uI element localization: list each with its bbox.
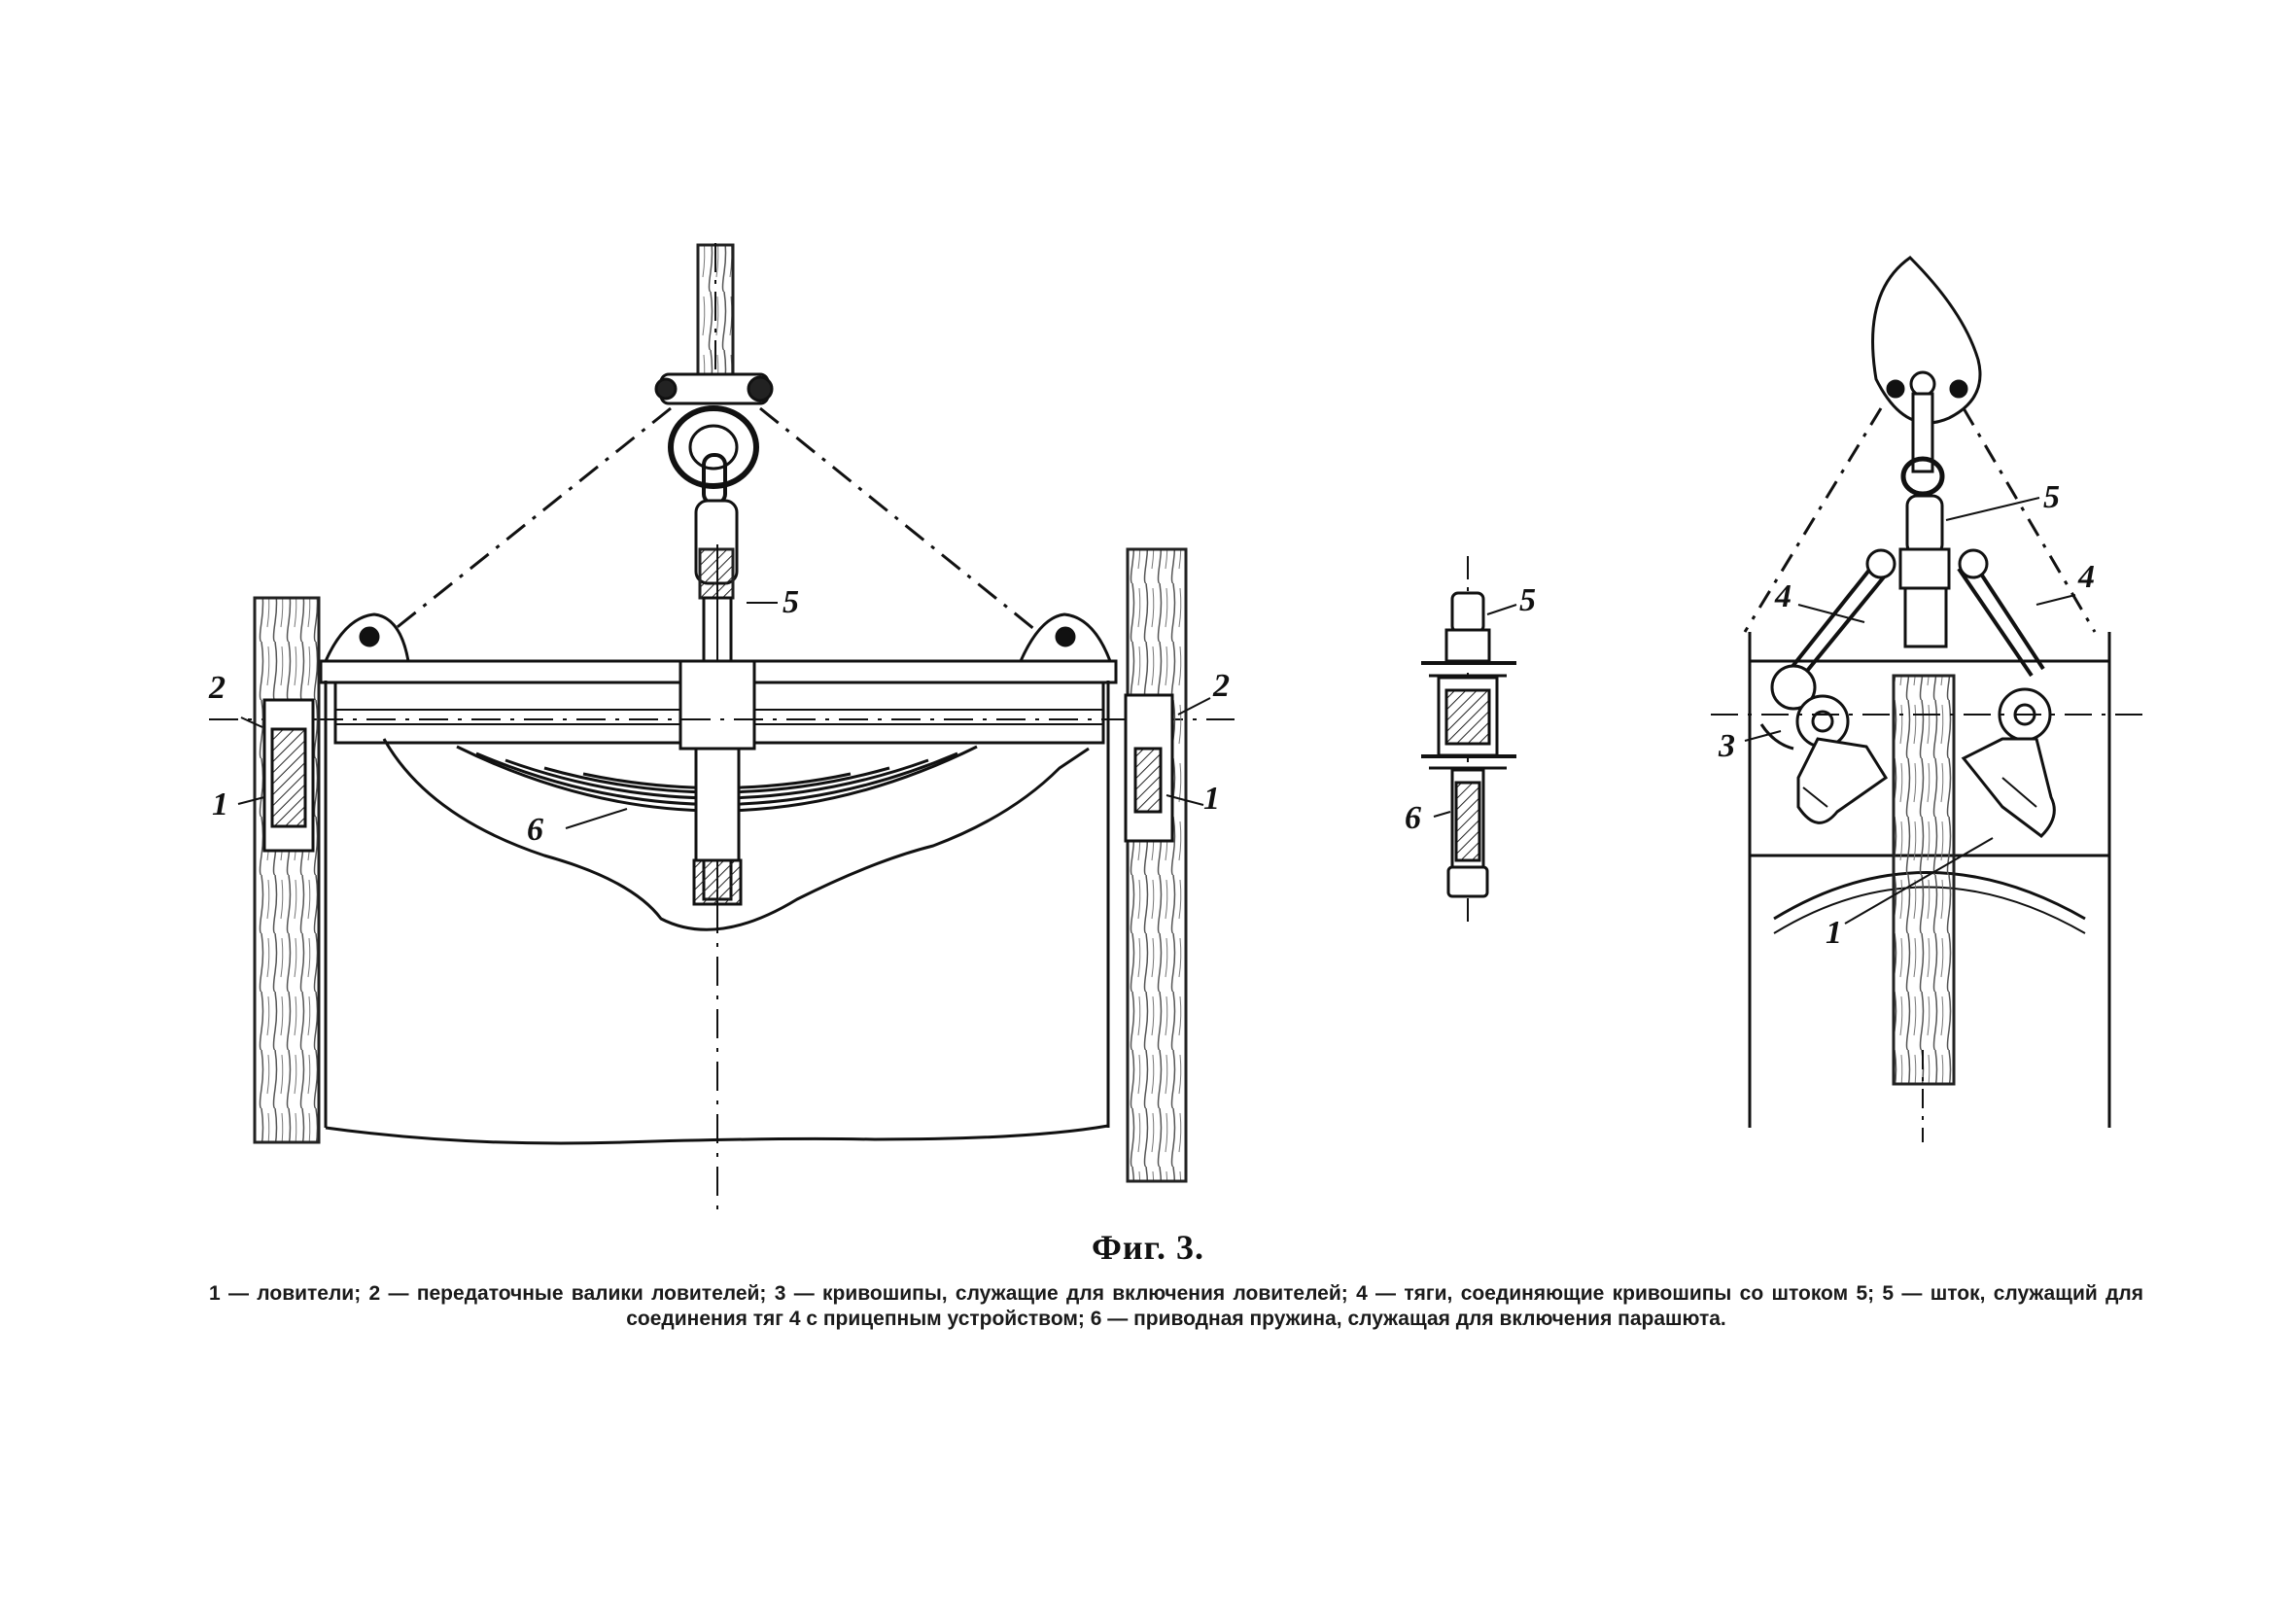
label-2-left: 2 [209, 670, 226, 706]
label-4-right-rod: 4 [2078, 559, 2095, 595]
label-5-middle: 5 [1519, 582, 1536, 618]
label-3-crank: 3 [1719, 728, 1735, 764]
crank-left [1761, 666, 1886, 822]
chain-link [704, 455, 725, 504]
front-view [209, 243, 1235, 1210]
guide-right [1126, 549, 1186, 1181]
label-4-left-rod: 4 [1775, 578, 1792, 614]
guide-left [255, 598, 319, 1142]
label-5-left: 5 [783, 584, 799, 620]
spring-detail-view [1421, 556, 1516, 928]
figure-caption: 1 — ловители; 2 — передаточные валики ловителей; 3 — кривошипы, служащие для включения ловителей; 4 — тяги, соединяющие кривошипы со штоком 5; 5 — шток, служащий для соединения тяг 4 с прицепным устройством; 6 — приводная пружина, служащая для включения парашюта. [209, 1282, 2143, 1330]
label-5-right: 5 [2043, 479, 2060, 515]
side-guide [1894, 676, 1954, 1084]
figure-title: Фиг. 3. [1092, 1228, 1204, 1267]
side-view [1711, 258, 2148, 1142]
label-6-left: 6 [527, 812, 543, 848]
label-6-middle: 6 [1405, 800, 1421, 836]
label-1-right: 1 [1203, 781, 1220, 817]
label-1-catcher: 1 [1826, 915, 1842, 951]
label-2-right: 2 [1213, 668, 1230, 704]
crank-right [1964, 689, 2054, 836]
label-1-left: 1 [212, 786, 228, 822]
suspension-ring [656, 374, 772, 486]
